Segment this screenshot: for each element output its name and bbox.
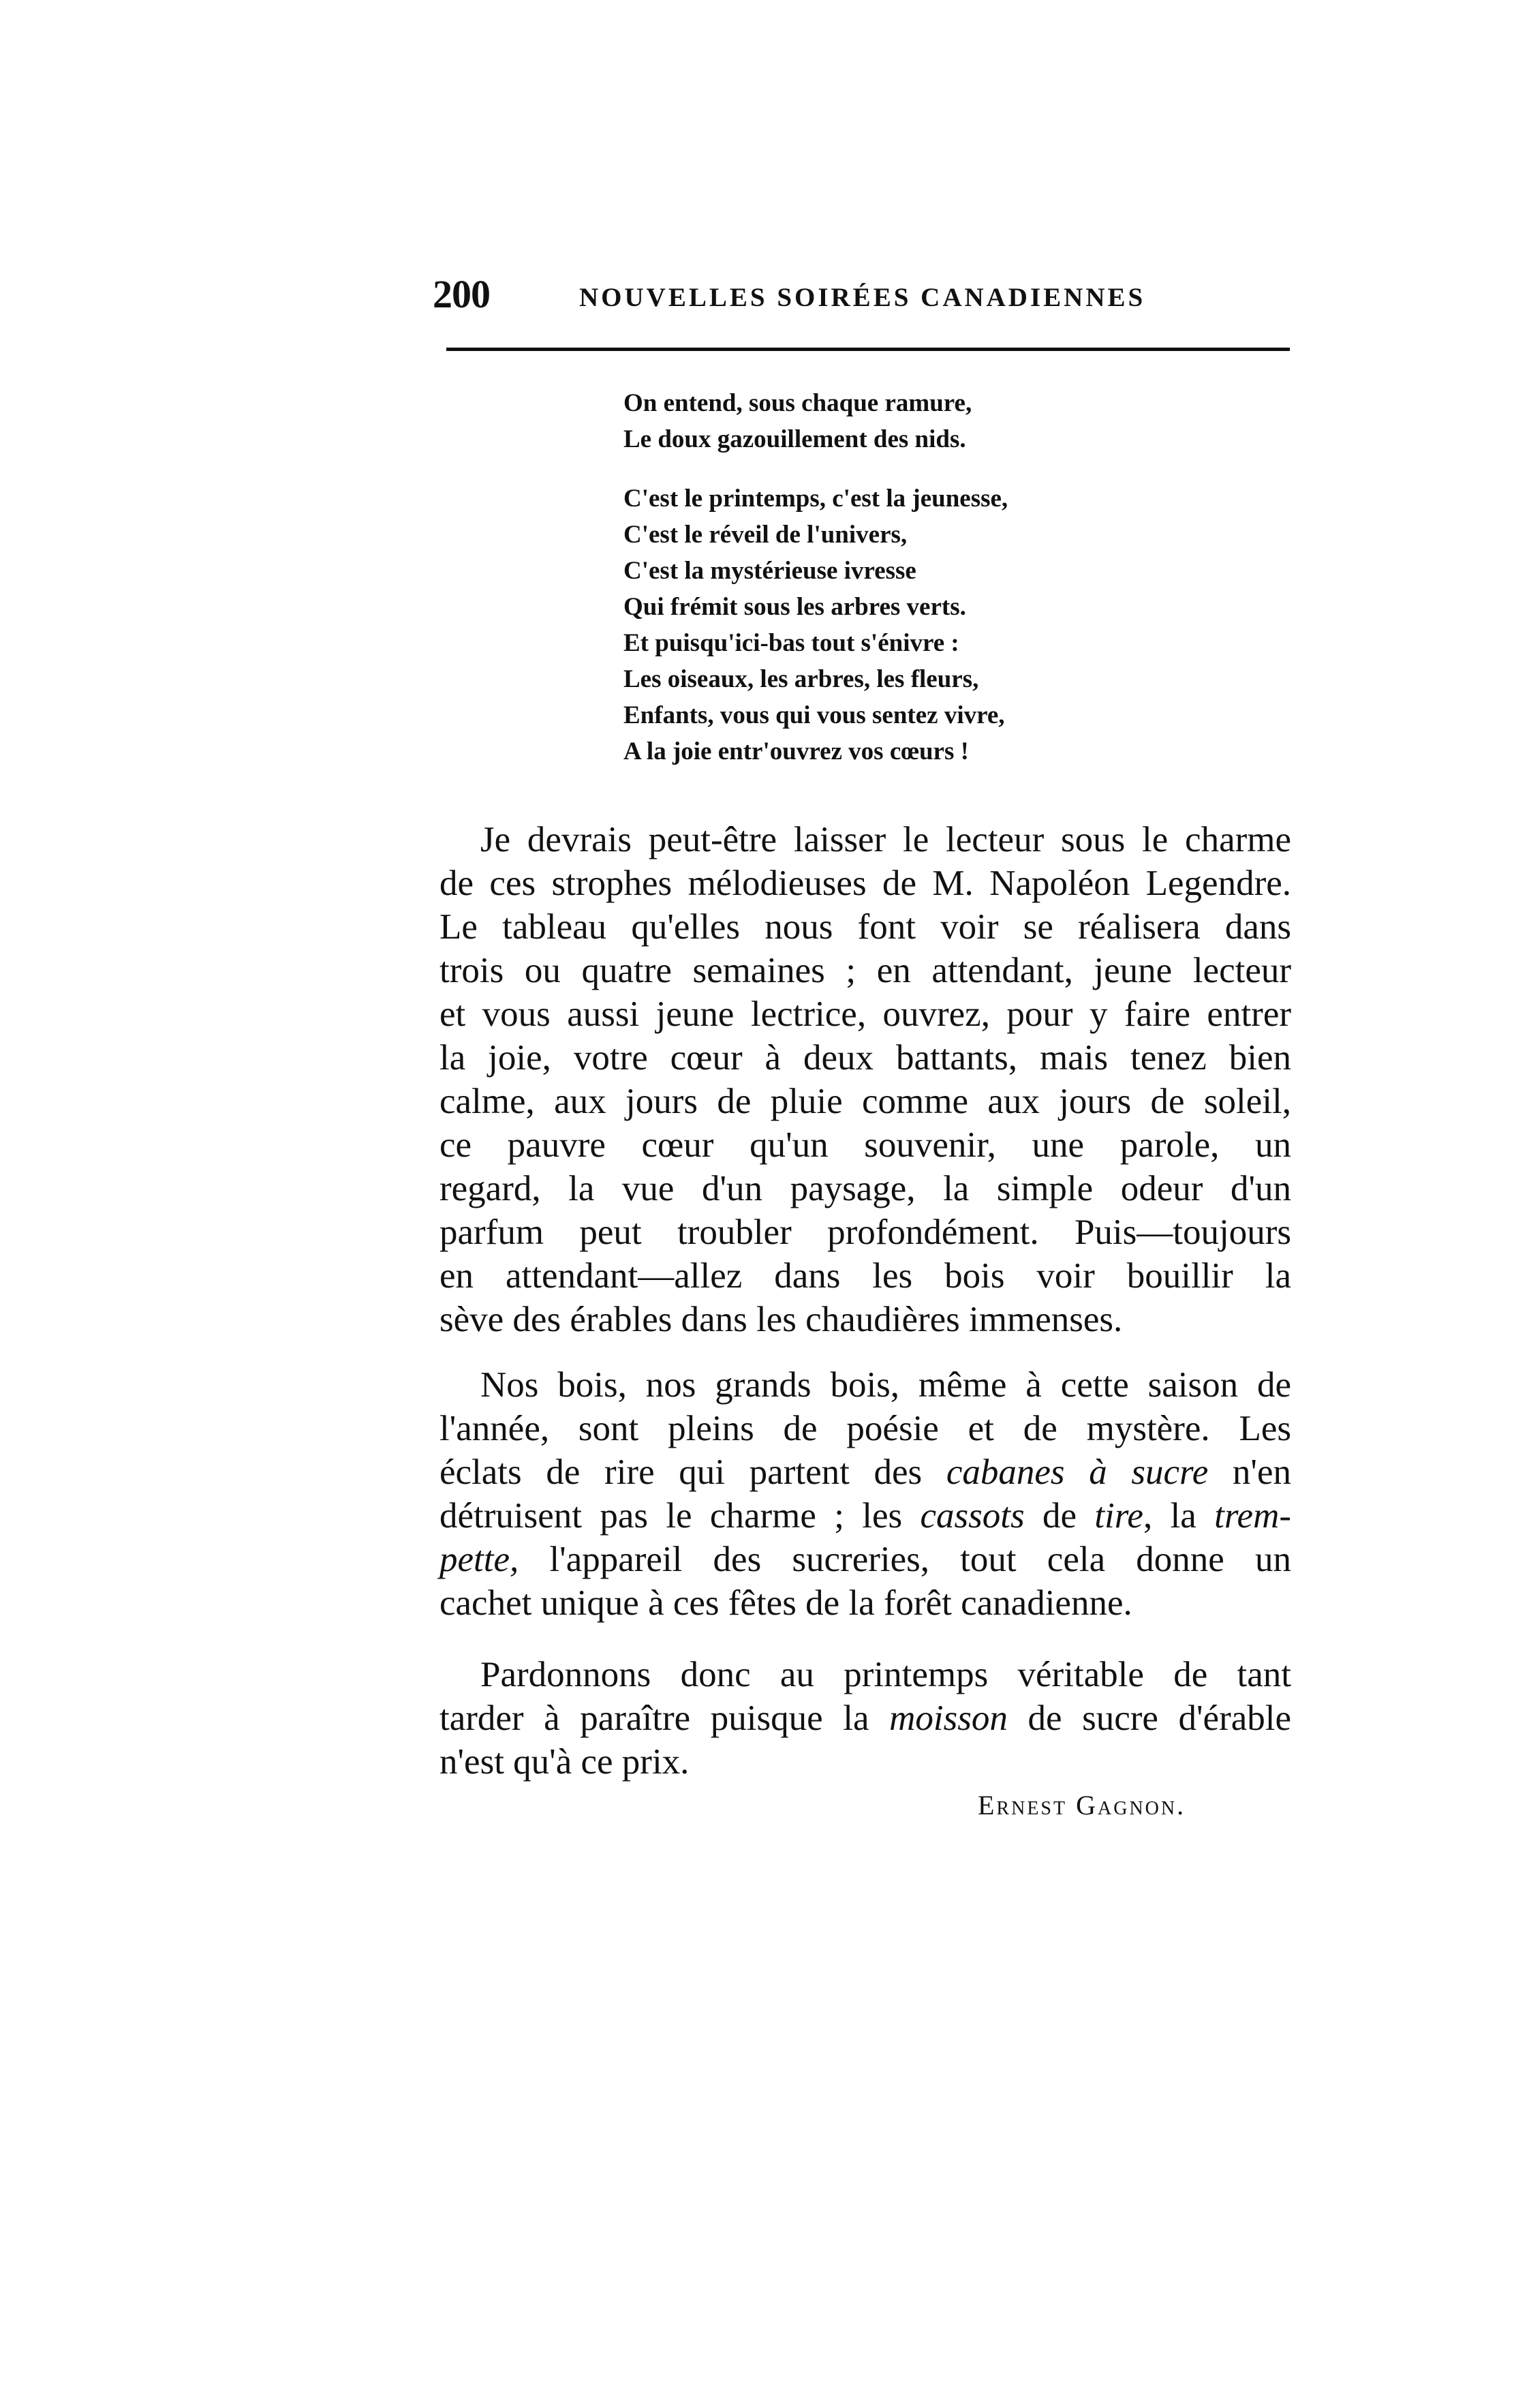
text-line xyxy=(439,1538,1291,1581)
text-line: l'année, sont pleins de poésie et de mystère. Les xyxy=(439,1409,1291,1448)
italic-run: pette, xyxy=(439,1540,519,1579)
text-line: Nos bois, nos grands bois, même à cette saison de xyxy=(480,1365,1291,1405)
text-line: de ces strophes mélodieuses de M. Napoléon Legendre. xyxy=(439,864,1291,903)
text-line: regard, la vue d'un paysage, la simple odeur d'un xyxy=(439,1169,1291,1208)
italic-run: cabanes à sucre xyxy=(946,1452,1209,1492)
poem-stanza-2 xyxy=(623,481,1305,769)
poem-line: A la joie entr'ouvrez vos cœurs ! xyxy=(623,737,969,765)
text-line xyxy=(439,1450,1291,1494)
text-line: la joie, votre cœur à deux battants, mais tenez bien xyxy=(439,1038,1291,1078)
poem-line: C'est la mystérieuse ivresse xyxy=(623,557,916,585)
text-line: sève des érables dans les chaudières immenses. xyxy=(439,1300,1123,1339)
italic-run: tire xyxy=(1094,1496,1143,1536)
paragraph-3 xyxy=(439,1653,1291,1784)
poem-line: Enfants, vous qui vous sentez vivre, xyxy=(623,701,1005,729)
poem-stanza-1 xyxy=(623,385,1305,457)
poem-line: C'est le réveil de l'univers, xyxy=(623,521,908,549)
text-line: Le tableau qu'elles nous font voir se réalisera dans xyxy=(439,907,1291,947)
text-line: en attendant—allez dans les bois voir bouillir la xyxy=(439,1256,1291,1296)
text-line: n'est qu'à ce prix. xyxy=(439,1742,690,1782)
italic-run: trem- xyxy=(1214,1496,1291,1536)
text-run: tarder à paraître puisque la xyxy=(439,1698,890,1738)
italic-run: cassots xyxy=(920,1496,1025,1536)
text-line: parfum peut troubler profondément. Puis—toujours xyxy=(439,1213,1291,1252)
text-run: de sucre d'érable xyxy=(1007,1698,1292,1738)
text-line: ce pauvre cœur qu'un souvenir, une parole, un xyxy=(439,1125,1291,1165)
text-line: Pardonnons donc au printemps véritable de tant xyxy=(480,1655,1291,1694)
paragraph-2 xyxy=(439,1363,1291,1625)
text-run: éclats de rire qui partent des xyxy=(439,1452,946,1492)
text-line: Je devrais peut-être laisser le lecteur sous le charme xyxy=(480,820,1291,859)
text-run: détruisent pas le charme ; les xyxy=(439,1496,921,1536)
text-line xyxy=(439,1494,1291,1538)
running-title: NOUVELLES SOIRÉES CANADIENNES xyxy=(579,283,1146,312)
page-number: 200 xyxy=(433,272,490,316)
page-header xyxy=(433,271,1298,316)
header-rule xyxy=(446,348,1290,351)
text-run: l'appareil des sucreries, tout cela donne un xyxy=(519,1540,1291,1579)
poem-line: Les oiseaux, les arbres, les fleurs, xyxy=(623,665,979,693)
text-run: , la xyxy=(1143,1496,1215,1536)
text-line: calme, aux jours de pluie comme aux jours de soleil, xyxy=(439,1082,1291,1121)
text-line: et vous aussi jeune lectrice, ouvrez, pour y faire entrer xyxy=(439,994,1291,1034)
author-signature: Ernest Gagnon. xyxy=(978,1790,1186,1820)
text-line xyxy=(439,1696,1291,1740)
text-run: de xyxy=(1024,1496,1095,1536)
text-line: trois ou quatre semaines ; en attendant, jeune lecteur xyxy=(439,951,1291,990)
poem-line: Le doux gazouillement des nids. xyxy=(623,425,966,453)
text-run: n'en xyxy=(1208,1452,1291,1492)
poem-line: Qui frémit sous les arbres verts. xyxy=(623,593,966,621)
paragraph-1 xyxy=(439,818,1291,1341)
text-line: cachet unique à ces fêtes de la forêt canadienne. xyxy=(439,1583,1132,1623)
italic-run: moisson xyxy=(889,1698,1008,1738)
poem-line: C'est le printemps, c'est la jeunesse, xyxy=(623,485,1008,513)
poem-line: Et puisqu'ici-bas tout s'énivre : xyxy=(623,629,959,657)
poem-line: On entend, sous chaque ramure, xyxy=(623,389,972,417)
